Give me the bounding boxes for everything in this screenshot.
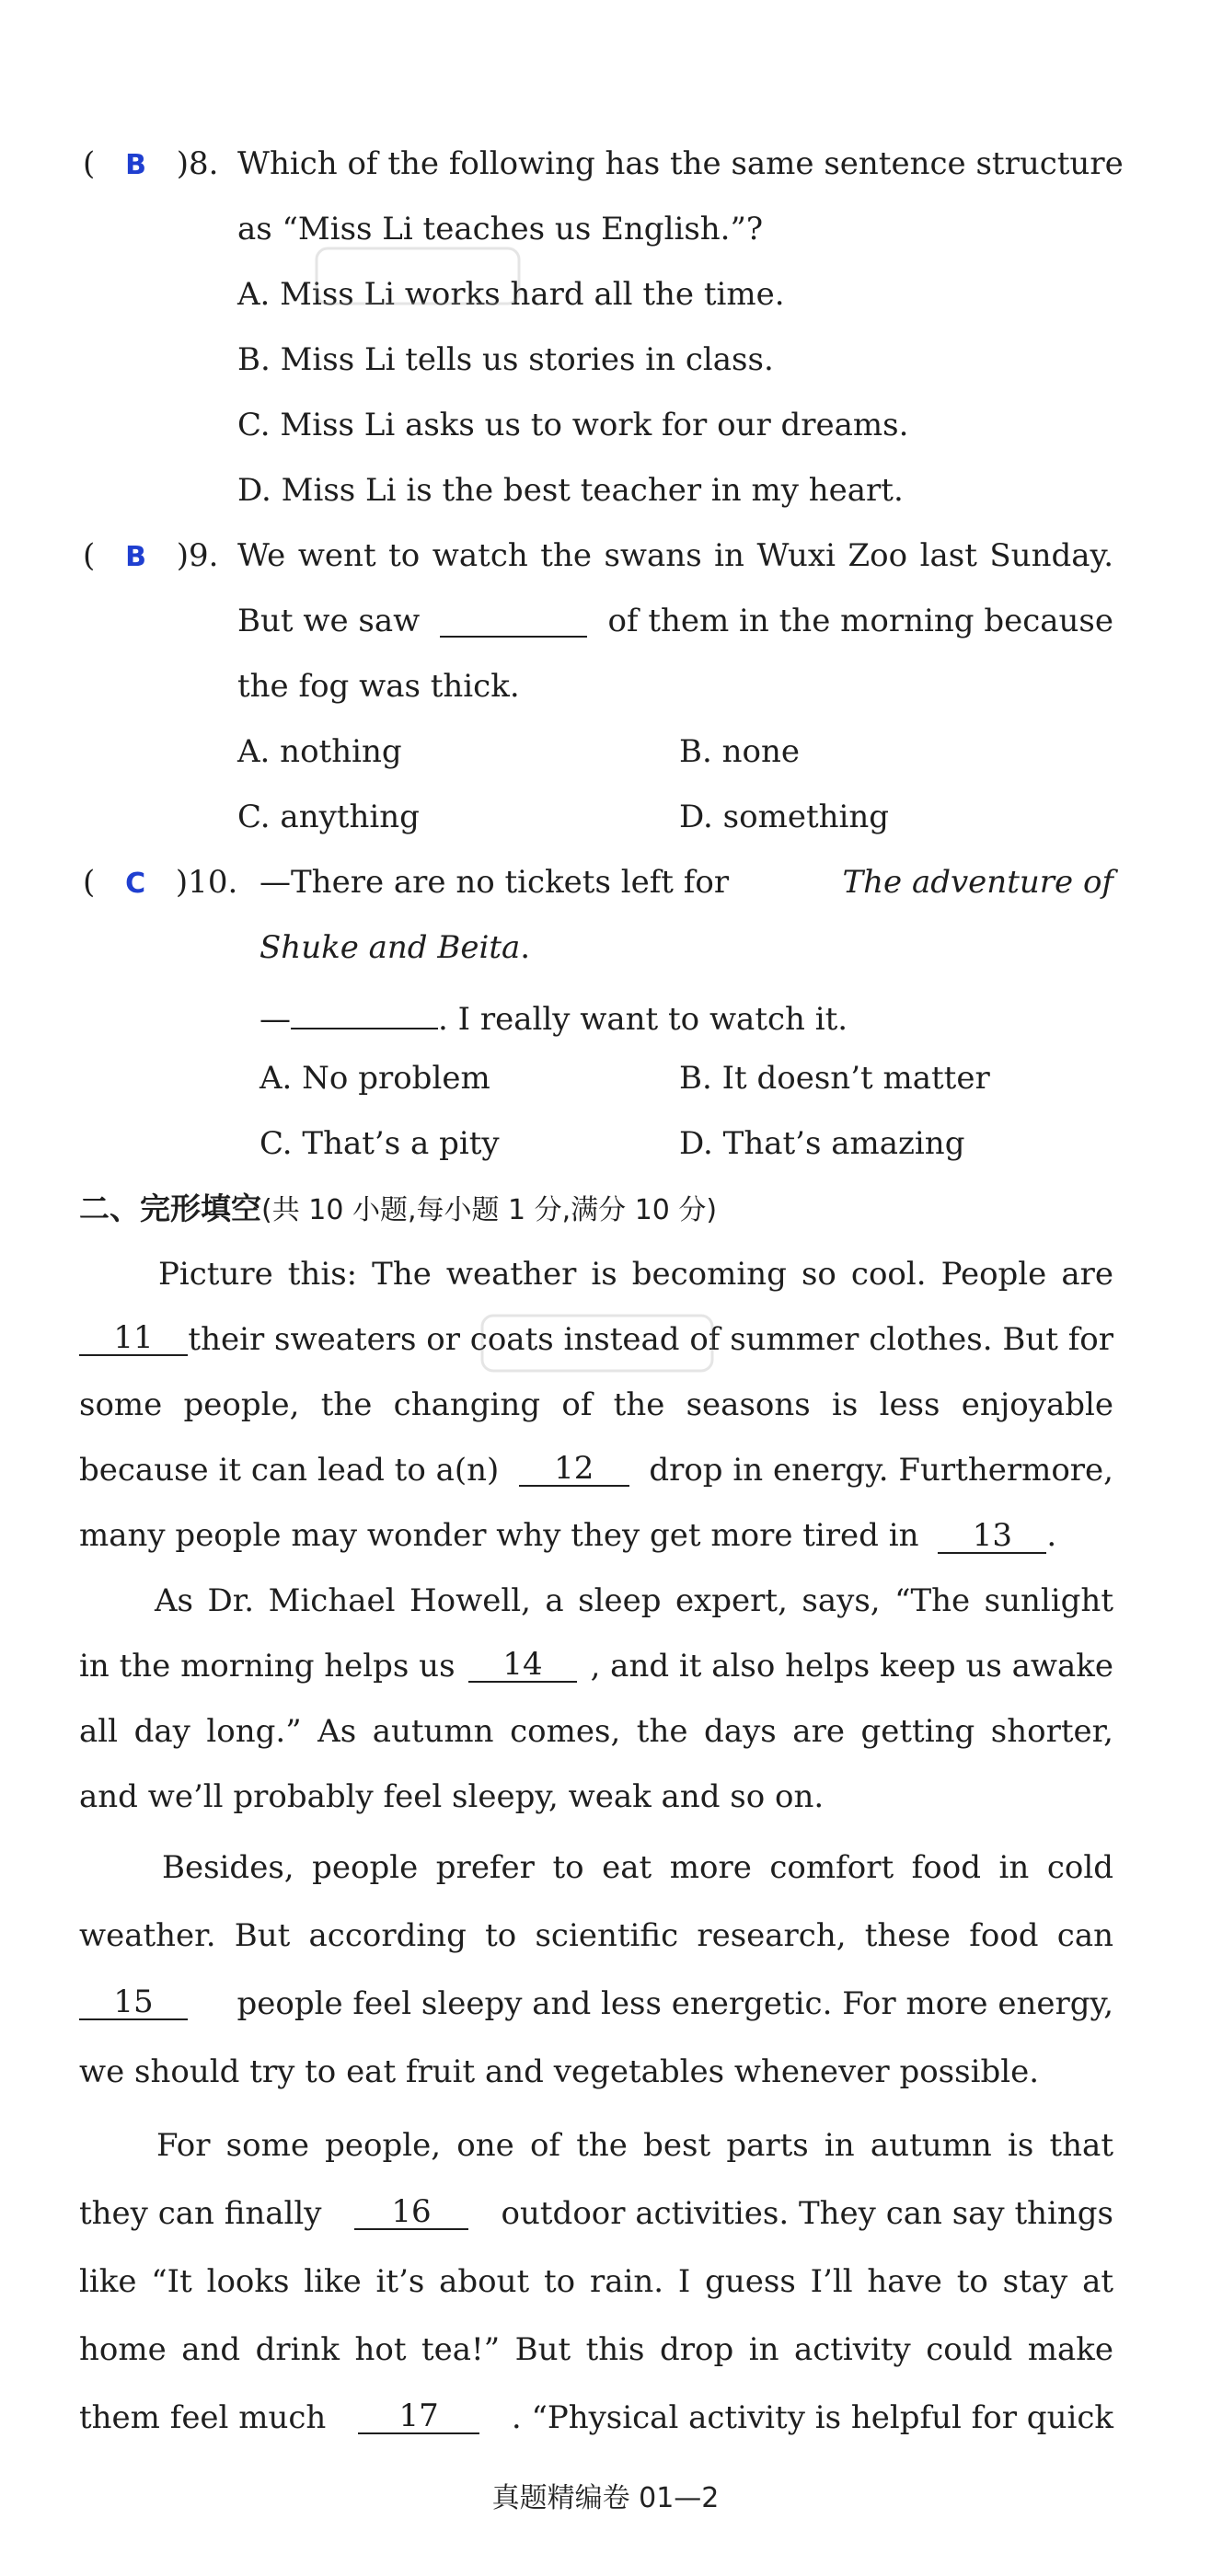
- question-8-option-c: C. Miss Li asks us to work for our dreams.: [237, 407, 909, 443]
- question-10-line3: — . I really want to watch it.: [260, 993, 848, 1040]
- question-10-option-c: C. That’s a pity: [260, 1125, 500, 1162]
- question-8-line2: as “Miss Li teaches us English.”?: [237, 211, 764, 247]
- passage-p3-line3: 15 people feel sleepy and less energetic. For more energy,: [79, 1984, 1113, 2024]
- blank-10: [291, 993, 438, 1029]
- blank-12: 12: [519, 1450, 629, 1487]
- passage-p4-line3: like “It looks like it’s about to rain. I guess I’ll have to stay at: [79, 2263, 1113, 2300]
- question-9-line3: the fog was thick.: [237, 668, 520, 705]
- passage-p3-line4: we should try to eat fruit and vegetables whenever possible.: [79, 2053, 1040, 2090]
- passage-p2-line3: all day long.” As autumn comes, the days are getting shorter,: [79, 1713, 1113, 1750]
- passage-p2-line1: As Dr. Michael Howell, a sleep expert, says, “The sunlight: [155, 1582, 1113, 1619]
- passage-p4-line4: home and drink hot tea!” But this drop in activity could make: [79, 2331, 1113, 2368]
- passage-p2-line2: in the morning helps us 14 , and it also helps keep us awake: [79, 1646, 1113, 1685]
- question-8-line1: Which of the following has the same sentence structure: [237, 145, 1124, 182]
- page-footer: 真题精编卷 01—2: [491, 2482, 720, 2514]
- question-10-header: ( C )10.: [83, 864, 238, 901]
- blank-14: 14: [468, 1646, 577, 1683]
- passage-p3-line1: Besides, people prefer to eat more comfort food in cold: [162, 1849, 1113, 1886]
- question-10-line2: Shuke and Beita.: [260, 929, 531, 966]
- question-8-header: ( B )8.: [83, 145, 219, 182]
- blank-15: 15: [79, 1984, 188, 2020]
- answer-8: B: [125, 149, 146, 181]
- answer-10: C: [125, 868, 146, 900]
- question-9-option-d: D. something: [679, 799, 890, 835]
- blank-17: 17: [358, 2398, 479, 2434]
- passage-p4-line2: they can finally 16 outdoor activities. They can say things: [79, 2193, 1113, 2232]
- question-8-option-d: D. Miss Li is the best teacher in my heart.: [237, 472, 904, 509]
- question-9-line1: We went to watch the swans in Wuxi Zoo last Sunday.: [237, 537, 1113, 574]
- question-10-line1: —There are no tickets left for The adventure of: [260, 864, 1113, 901]
- question-10-option-b: B. It doesn’t matter: [679, 1060, 990, 1097]
- passage-p1-line4: because it can lead to a(n) 12 drop in energy. Furthermore,: [79, 1450, 1113, 1489]
- question-9-option-b: B. none: [679, 733, 800, 770]
- question-9-option-a: A. nothing: [237, 733, 402, 770]
- passage-p4-line5: them feel much 17 . “Physical activity is helpful for quick: [79, 2398, 1113, 2436]
- passage-p1-line5: many people may wonder why they get more tired in 13 .: [79, 1517, 1057, 1554]
- blank-11: 11: [79, 1319, 188, 1356]
- question-10-option-d: D. That’s amazing: [679, 1125, 965, 1162]
- passage-p1-line3: some people, the changing of the seasons is less enjoyable: [79, 1386, 1113, 1423]
- passage-p1-line2: 11 their sweaters or coats instead of summer clothes. But for: [79, 1319, 1113, 1360]
- question-9-line2: But we saw of them in the morning because: [237, 603, 1113, 639]
- answer-9: B: [125, 541, 146, 573]
- question-9-option-c: C. anything: [237, 799, 420, 835]
- passage-p4-line1: For some people, one of the best parts in autumn is that: [156, 2127, 1113, 2164]
- passage-p1-line1: Picture this: The weather is becoming so cool. People are: [158, 1256, 1113, 1293]
- blank-13: 13: [938, 1517, 1046, 1554]
- question-8-option-b: B. Miss Li tells us stories in class.: [237, 341, 774, 378]
- question-10-option-a: A. No problem: [260, 1060, 490, 1097]
- question-8-option-a: A. Miss Li works hard all the time.: [237, 276, 785, 313]
- question-9-header: ( B )9.: [83, 537, 219, 574]
- section-2-heading: 二、完形填空(共 10 小题,每小题 1 分,满分 10 分): [79, 1190, 718, 1226]
- blank-16: 16: [354, 2193, 468, 2230]
- passage-p2-line4: and we’ll probably feel sleepy, weak and so on.: [79, 1778, 825, 1815]
- passage-p3-line2: weather. But according to scientific research, these food can: [79, 1917, 1113, 1954]
- blank-9: [440, 601, 587, 638]
